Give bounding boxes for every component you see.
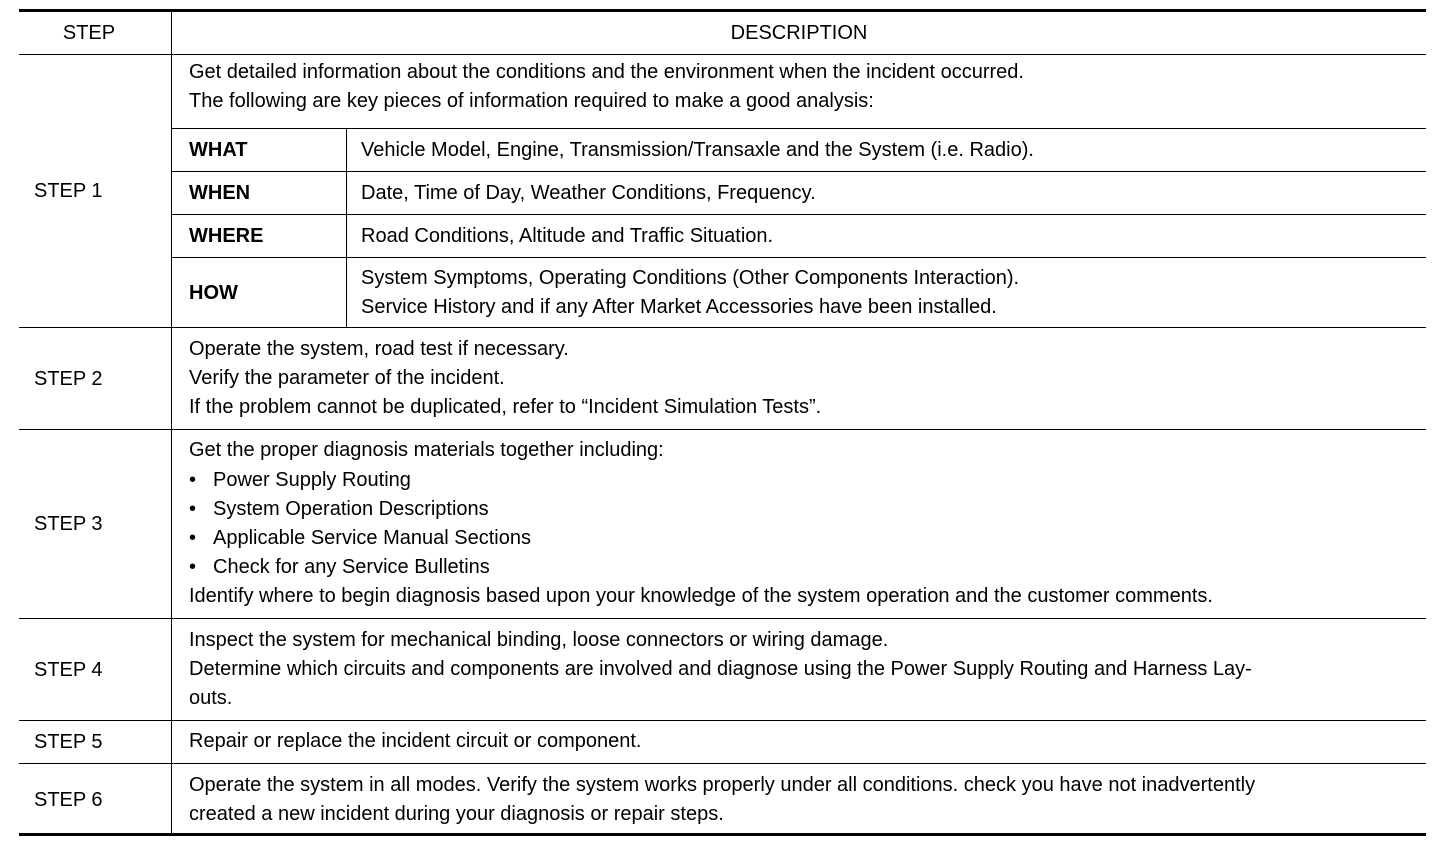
step-label: STEP 4 (19, 619, 172, 720)
description-line: Identify where to begin diagnosis based upon your knowledge of the system operation and the customer comments. (189, 585, 1213, 608)
table-row-step-2 (19, 328, 1426, 430)
bullet-icon: • (189, 497, 197, 520)
sub-row-where (172, 214, 1426, 257)
step-description (172, 328, 1426, 429)
table-header-row (19, 12, 1426, 55)
step-description (172, 55, 1426, 327)
sub-value (347, 129, 1426, 171)
bullet-icon: • (189, 527, 197, 549)
description-line: Determine which circuits and components are involved and diagnose using the Power Supply Routing and Harness Lay- (189, 657, 1252, 680)
bullet-text: Power Supply Routing (213, 468, 411, 491)
table-row-step-5 (19, 721, 1426, 764)
description-line: If the problem cannot be duplicated, refer to “Incident Simulation Tests”. (189, 396, 822, 419)
sub-value-line: Service History and if any After Market Accessories have been installed. (361, 296, 997, 318)
bullet-text: Check for any Service Bulletins (213, 556, 490, 579)
sub-value (347, 172, 1426, 214)
sub-value (347, 215, 1426, 257)
sub-value-line: System Symptoms, Operating Conditions (Other Components Interaction). (361, 267, 1020, 289)
description-line: Operate the system, road test if necessary. (189, 337, 569, 360)
sub-row-how (172, 257, 1426, 328)
description-line: Verify the parameter of the incident. (189, 366, 505, 389)
step-description (172, 721, 1426, 763)
table-row-step-4 (19, 619, 1426, 721)
sub-value-line: Vehicle Model, Engine, Transmission/Transaxle and the System (i.e. Radio). (361, 138, 1034, 161)
sub-row-when (172, 171, 1426, 214)
intro-line: The following are key pieces of information required to make a good analysis: (189, 90, 874, 113)
bullet-icon: • (189, 556, 197, 579)
bullet-item (189, 553, 1213, 582)
sub-key: WHEN (172, 172, 347, 214)
bullet-icon: • (189, 468, 197, 491)
step-label: STEP 6 (19, 764, 172, 836)
step-label: STEP 5 (19, 721, 172, 763)
table-row-step-3 (19, 430, 1426, 619)
description-line: outs. (189, 687, 233, 710)
description-line: Repair or replace the incident circuit or component. (189, 730, 642, 753)
step-description (172, 619, 1426, 720)
description-line: Operate the system in all modes. Verify the system works properly under all conditions. check you have not inadvertently (189, 773, 1256, 796)
bullet-item (189, 495, 1213, 524)
step-description (172, 430, 1426, 618)
description-line: Inspect the system for mechanical binding, loose connectors or wiring damage. (189, 628, 889, 651)
sub-value (347, 258, 1426, 328)
step-1-intro (172, 58, 1426, 116)
bullet-item (189, 524, 1213, 553)
sub-key: WHERE (172, 215, 347, 257)
sub-value-line: Road Conditions, Altitude and Traffic Situation. (361, 224, 774, 247)
header-step: STEP (19, 12, 172, 54)
bullet-text: System Operation Descriptions (213, 497, 489, 520)
step-label: STEP 2 (19, 328, 172, 429)
sub-row-what (172, 128, 1426, 171)
sub-key: HOW (172, 258, 347, 328)
intro-line: Get detailed information about the conditions and the environment when the incident occurred. (189, 61, 1024, 83)
table-row-step-6 (19, 764, 1426, 836)
step-label: STEP 1 (19, 55, 172, 327)
bullet-item (189, 466, 1213, 495)
step-label: STEP 3 (19, 430, 172, 618)
bullet-text: Applicable Service Manual Sections (213, 527, 531, 549)
description-line: Get the proper diagnosis materials together including: (189, 439, 664, 462)
diagnosis-steps-table (19, 9, 1426, 836)
table-row-step-1 (19, 55, 1426, 328)
description-line: created a new incident during your diagnosis or repair steps. (189, 803, 724, 825)
sub-value-line: Date, Time of Day, Weather Conditions, Frequency. (361, 181, 816, 204)
header-description: DESCRIPTION (730, 21, 868, 44)
step-description (172, 764, 1426, 836)
sub-key: WHAT (172, 129, 347, 171)
